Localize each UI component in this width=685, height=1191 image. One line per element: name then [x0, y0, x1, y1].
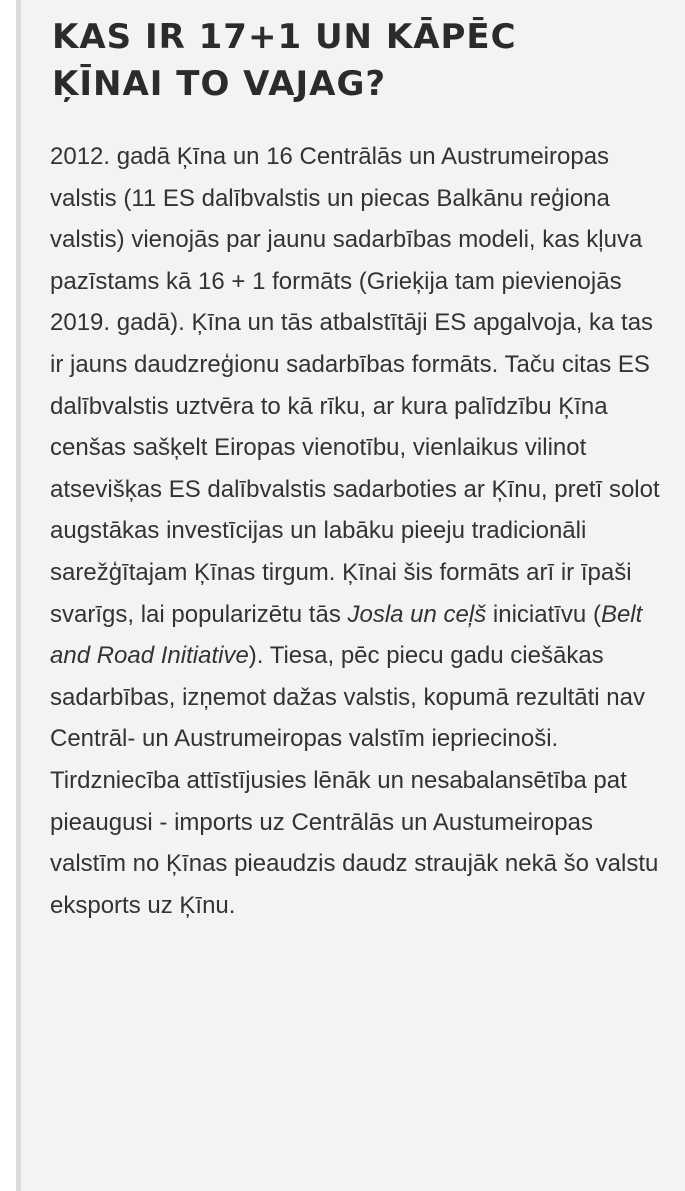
paragraph-italic-initiative-lv: Josla un ceļš [347, 600, 487, 628]
paragraph-text-1: 2012. gadā Ķīna un 16 Centrālās un Austrumeiropas valstis (11 ES dalībvalstis un piecas Balkānu reģiona valstis) vienojās par jaunu sadarbības modeli, kas kļuva pazīstams kā 16 + 1 formāts (Grieķija tam pievienojās 2019. gadā). Ķīna un tās atbalstītāji ES apgalvoja, ka tas ir jauns daudzreģionu sadarbības formāts. Taču citas ES dalībvalstis uztvēra to kā rīku, ar kura palīdzību Ķīna cenšas sašķelt Eiropas vienotību, vienlaikus vilinot atsevišķas ES dalībvalstis sadarboties ar Ķīnu, pretī solot augstākas investīcijas un labāku pieeju tradicionāli sarežģītajam Ķīnas tirgum. Ķīnai šis formāts arī ir īpaši svarīgs, lai popularizētu tās [50, 143, 660, 628]
paragraph-italic-initiative-en: Belt and Road Initiative [50, 600, 643, 670]
article-title [52, 14, 652, 108]
title-line-2: ĶĪNAI TO VAJAG? [52, 64, 387, 104]
title-line-1: KAS IR 17+1 UN KĀPĒC [52, 17, 517, 57]
paragraph-text-2: iniciatīvu ( [486, 600, 601, 628]
paragraph-text-3: ). Tiesa, pēc piecu gadu ciešākas sadarbības, izņemot dažas valstis, kopumā rezultāti nav Centrāl- un Austrumeiropas valstīm iepriecinoši. Tirdzniecība attīstījusies lēnāk un nesabalansētība pat pieaugusi - imports uz Centrālās un Austumeiropas valstīm no Ķīnas pieaudzis daudz straujāk nekā šo valstu eksports uz Ķīnu. [50, 642, 659, 919]
article-paragraph [50, 136, 670, 926]
